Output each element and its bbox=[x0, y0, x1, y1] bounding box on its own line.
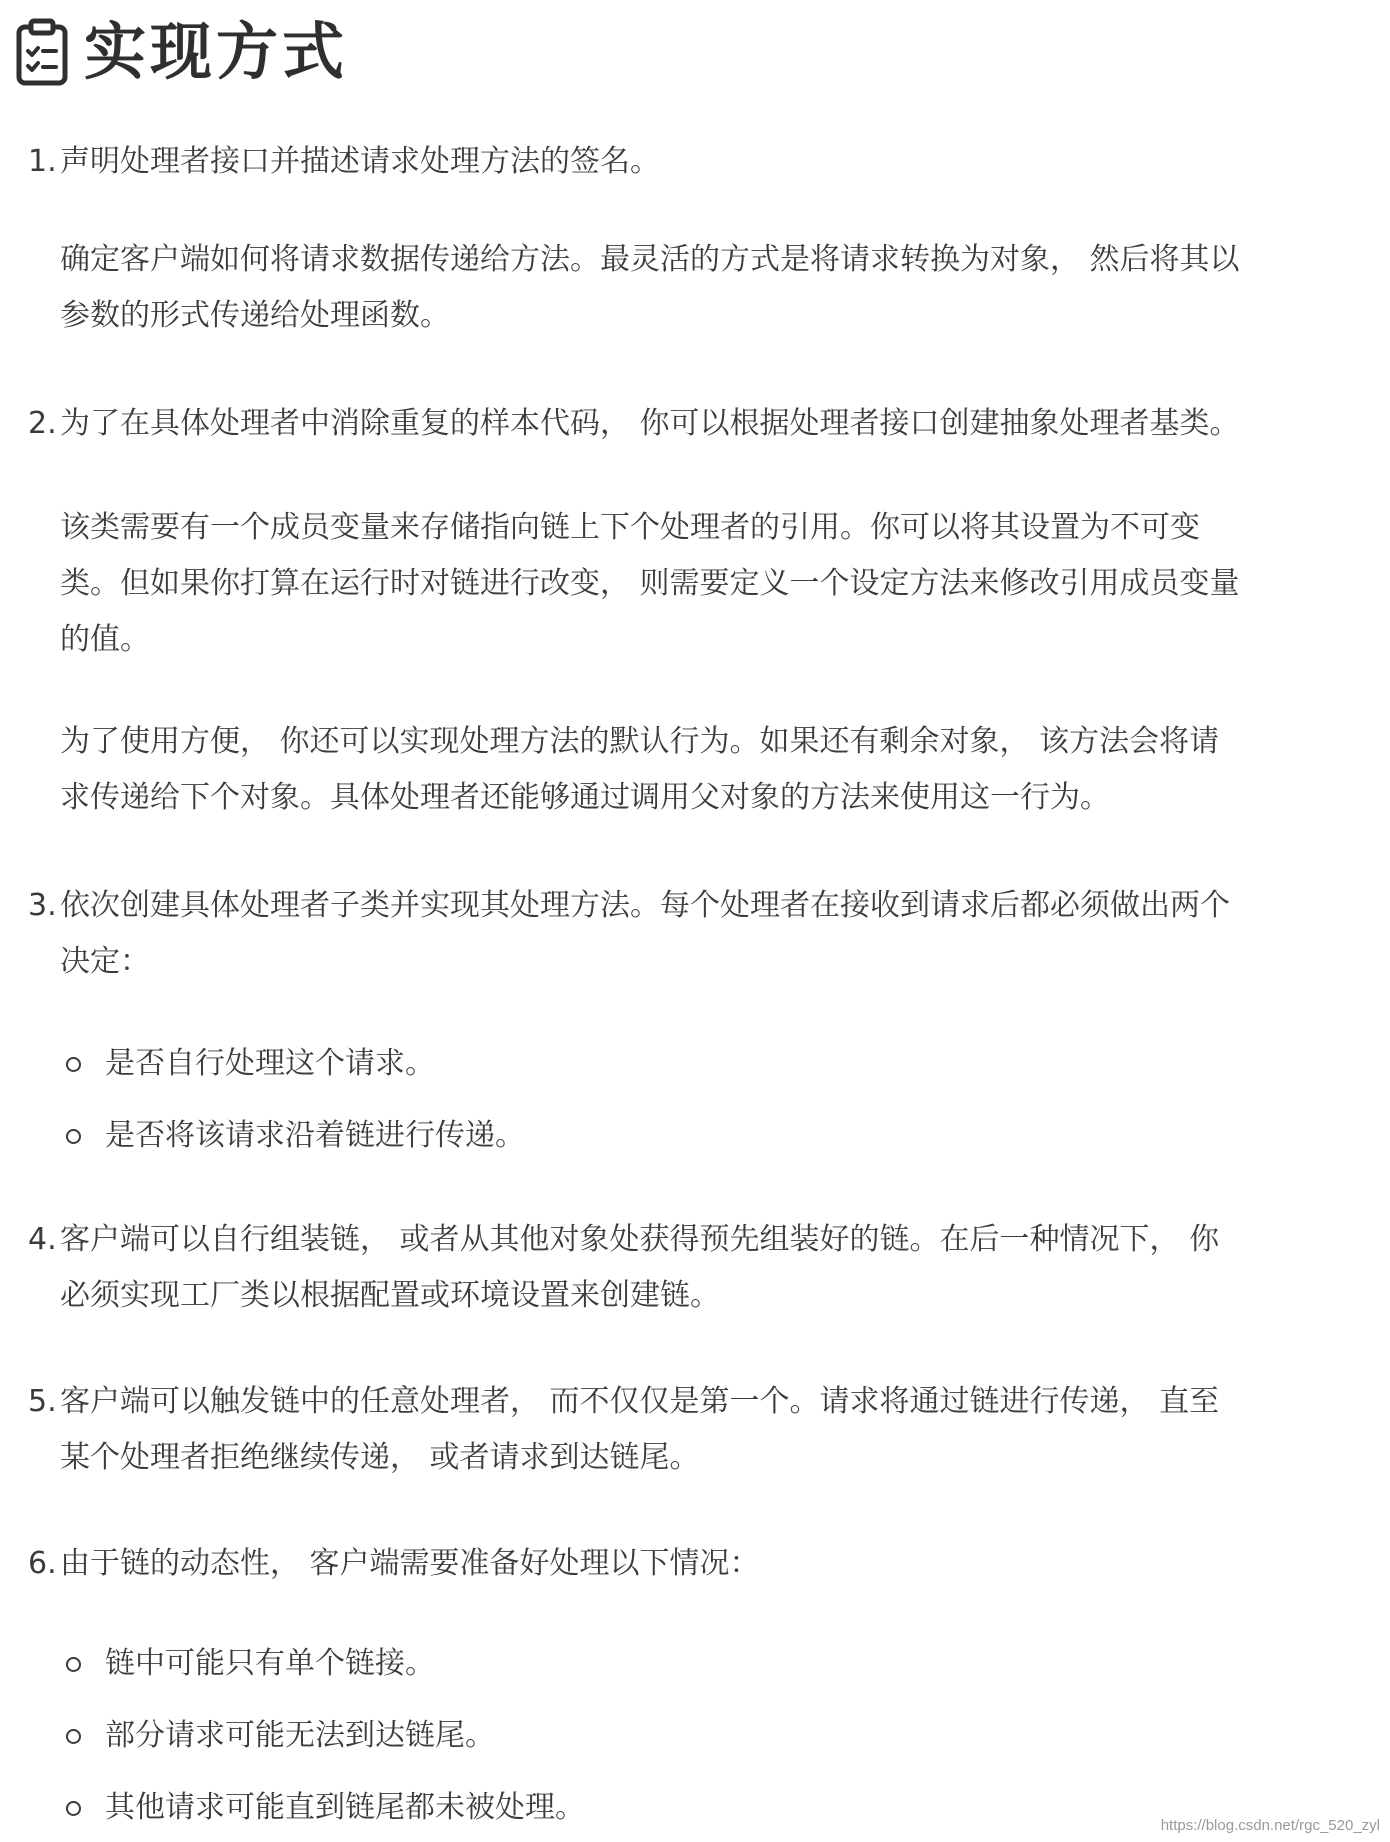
bullet-text: 是否将该请求沿着链进行传递。 bbox=[105, 1118, 525, 1153]
text-line: 客户端可以自行组装链， 或者从其他对象处获得预先组装好的链。在后一种情况下， 你 bbox=[60, 1222, 1220, 1257]
item-number: 4. bbox=[28, 1222, 57, 1257]
text-line: 类。但如果你打算在运行时对链进行改变， 则需要定义一个设定方法来修改引用成员变量 bbox=[60, 566, 1240, 601]
text-line: 必须实现工厂类以根据配置或环境设置来创建链。 bbox=[60, 1278, 720, 1313]
item-text bbox=[60, 1212, 1318, 1324]
item-text bbox=[60, 878, 1318, 990]
item-number: 3. bbox=[28, 888, 57, 923]
item-text: 由于链的动态性， 客户端需要准备好处理以下情况： bbox=[60, 1546, 760, 1581]
bullet-text: 链中可能只有单个链接。 bbox=[105, 1646, 435, 1681]
text-line: 客户端可以触发链中的任意处理者， 而不仅仅是第一个。请求将通过链进行传递， 直至 bbox=[60, 1384, 1220, 1419]
list-item bbox=[28, 396, 1318, 452]
paragraph bbox=[60, 714, 1320, 826]
paragraph bbox=[60, 232, 1320, 344]
bullet-circle-icon bbox=[66, 1729, 81, 1744]
list-item bbox=[28, 134, 1318, 190]
bullet-circle-icon bbox=[66, 1657, 81, 1672]
list-item bbox=[28, 878, 1318, 990]
bullet-text: 其他请求可能直到链尾都未被处理。 bbox=[105, 1790, 585, 1825]
bullet-circle-icon bbox=[66, 1057, 81, 1072]
text-line: 为了使用方便， 你还可以实现处理方法的默认行为。如果还有剩余对象， 该方法会将请 bbox=[60, 724, 1220, 759]
item-number: 2. bbox=[28, 406, 57, 441]
bullet-item bbox=[66, 1108, 1266, 1164]
list-item bbox=[28, 1212, 1318, 1324]
text-line: 决定： bbox=[60, 944, 150, 979]
bullet-item bbox=[66, 1780, 1266, 1836]
item-number: 6. bbox=[28, 1546, 57, 1581]
text-line: 该类需要有一个成员变量来存储指向链上下个处理者的引用。你可以将其设置为不可变 bbox=[60, 510, 1200, 545]
list-item bbox=[28, 1374, 1318, 1486]
paragraph bbox=[60, 500, 1320, 668]
text-line: 依次创建具体处理者子类并实现其处理方法。每个处理者在接收到请求后都必须做出两个 bbox=[60, 888, 1230, 923]
text-line: 求传递给下个对象。具体处理者还能够通过调用父对象的方法来使用这一行为。 bbox=[60, 780, 1110, 815]
list-item bbox=[28, 1536, 1318, 1592]
text-line: 参数的形式传递给处理函数。 bbox=[60, 298, 450, 333]
page-title: 实现方式 bbox=[84, 15, 349, 88]
item-text bbox=[60, 1374, 1318, 1486]
text-line: 某个处理者拒绝继续传递， 或者请求到达链尾。 bbox=[60, 1440, 700, 1475]
bullet-item bbox=[66, 1708, 1266, 1764]
section-header bbox=[14, 12, 348, 92]
watermark: https://blog.csdn.net/rgc_520_zyl bbox=[1160, 1817, 1380, 1834]
bullet-text: 是否自行处理这个请求。 bbox=[105, 1046, 435, 1081]
bullet-circle-icon bbox=[66, 1129, 81, 1144]
clipboard-checklist-icon bbox=[14, 18, 70, 86]
bullet-item bbox=[66, 1636, 1266, 1692]
item-number: 5. bbox=[28, 1384, 57, 1419]
item-number: 1. bbox=[28, 144, 57, 179]
bullet-item bbox=[66, 1036, 1266, 1092]
item-text: 声明处理者接口并描述请求处理方法的签名。 bbox=[60, 144, 660, 179]
item-text: 为了在具体处理者中消除重复的样本代码， 你可以根据处理者接口创建抽象处理者基类。 bbox=[60, 406, 1240, 441]
bullet-text: 部分请求可能无法到达链尾。 bbox=[105, 1718, 495, 1753]
text-line: 的值。 bbox=[60, 622, 150, 657]
text-line: 确定客户端如何将请求数据传递给方法。最灵活的方式是将请求转换为对象， 然后将其以 bbox=[60, 242, 1240, 277]
bullet-circle-icon bbox=[66, 1801, 81, 1816]
